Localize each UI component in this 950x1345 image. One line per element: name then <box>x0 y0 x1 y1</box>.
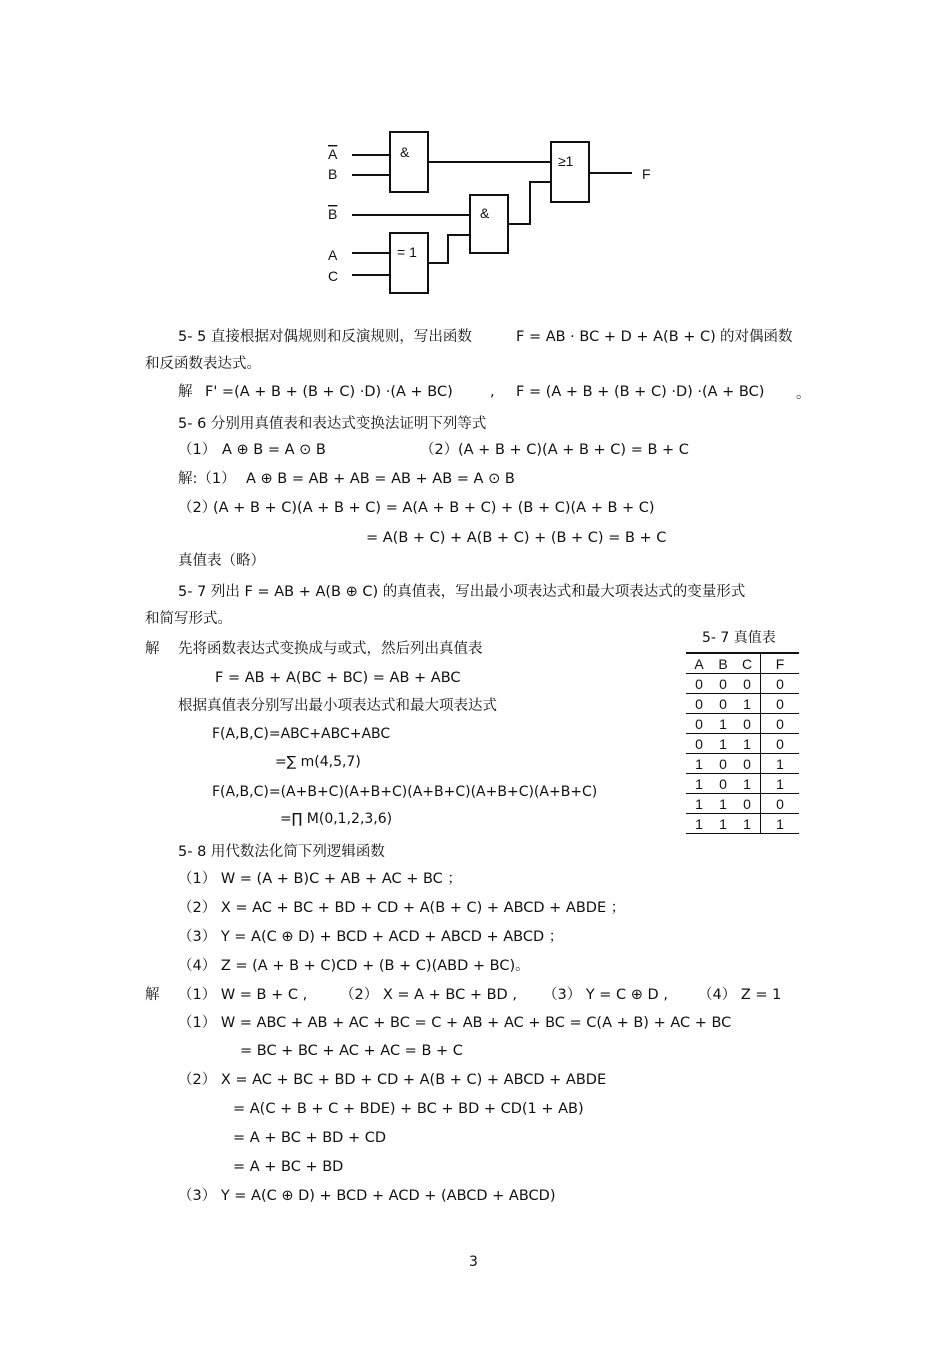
q58-w-derivation-line1: （1） W = ABC + AB + AC + BC = C + AB + AC + BC = C(A + B) + AC + BC <box>178 1015 732 1031</box>
cell: 1 <box>743 775 751 792</box>
cell: 1 <box>695 795 703 812</box>
input-label-b-bar: B <box>328 206 338 222</box>
cell: 1 <box>695 775 703 792</box>
table-row <box>686 794 799 814</box>
q58-x-derivation-line4: = A + BC + BD <box>233 1159 344 1175</box>
q57-title-line2: 和简写形式。 <box>145 611 232 627</box>
cell: 1 <box>743 815 751 832</box>
q57-maxterm-variable-form: F(A,B,C)=(A+B+C)(A+B+C)(A+B+C)(A+B+C)(A+B+C) <box>212 784 598 800</box>
cell: 0 <box>743 675 751 692</box>
q58-x-derivation-line1: （2） X = AC + BC + BD + CD + A(B + C) + ABCD + ABDE <box>178 1072 607 1088</box>
cell: 0 <box>695 735 703 752</box>
q55-formula: F = AB · BC + D + A(B + C) <box>516 329 716 345</box>
q55-dual-function: F' =(A + B + (B + C) ·D) ·(A + BC) <box>205 384 453 400</box>
or-gate-symbol: ≥1 <box>558 153 574 169</box>
header-a: A <box>686 653 712 674</box>
xnor-gate <box>390 233 428 293</box>
page-number: 3 <box>469 1254 478 1270</box>
q56-part2: (A + B + C)(A + B + C) = B + C <box>458 442 689 458</box>
q56-part1: A ⊕ B = A ⊙ B <box>222 442 326 458</box>
table-row <box>686 754 799 774</box>
truth-table-caption: 5- 7 真值表 <box>702 630 776 646</box>
q55-inverse-function: F = (A + B + (B + C) ·D) ·(A + BC) <box>516 384 765 400</box>
q58-answer1: （1） W = B + C , <box>178 987 308 1003</box>
cell: 0 <box>719 695 727 712</box>
and-gate-2 <box>470 195 508 253</box>
cell: 1 <box>719 735 727 752</box>
cell: 1 <box>743 735 751 752</box>
xnor-gate-symbol: = 1 <box>397 244 417 260</box>
q58-answer3: （3） Y = C ⊕ D , <box>543 987 668 1003</box>
q55-suffix: 的对偶函数 <box>720 329 793 345</box>
q56-solution2-label: （2） <box>178 500 217 516</box>
cell: 0 <box>761 734 800 754</box>
header-c: C <box>734 653 761 674</box>
cell: 0 <box>743 715 751 732</box>
cell: 0 <box>695 675 703 692</box>
input-label-b: B <box>328 166 338 182</box>
q57-step1: 先将函数表达式变换成与或式，然后列出真值表 <box>178 641 483 657</box>
q58-answer2: （2） X = A + BC + BD , <box>340 987 517 1003</box>
cell: 0 <box>719 755 727 772</box>
cell: 0 <box>761 694 800 714</box>
q55-end-mark: 。 <box>796 386 811 402</box>
header-f: F <box>761 653 800 674</box>
q55-line2: 和反函数表达式。 <box>145 356 261 372</box>
q57-equation1: F = AB + A(BC + BC) = AB + ABC <box>215 670 461 686</box>
q56-part2-label: （2） <box>420 442 459 458</box>
q58-item1: （1） W = (A + B)C + AB + AC + BC ； <box>178 871 462 887</box>
output-label-f: F <box>642 166 651 182</box>
wire-and2-to-or <box>508 182 551 224</box>
q58-item4: （4） Z = (A + B + C)CD + (B + C)(ABD + BC)。 <box>178 958 530 974</box>
cell: 0 <box>743 755 751 772</box>
q55-prefix: 5- 5 直接根据对偶规则和反演规则，写出函数 <box>178 329 472 345</box>
q56-truth-table-note: 真值表（略） <box>178 553 265 569</box>
cell: 1 <box>761 774 800 794</box>
q56-solution1: A ⊕ B = AB + AB = AB + AB = A ⊙ B <box>246 471 515 487</box>
table-row <box>686 774 799 794</box>
q58-item2: （2） X = AC + BC + BD + CD + A(B + C) + ABCD + ABDE ； <box>178 900 626 916</box>
q55-separator: , <box>490 384 495 400</box>
cell: 1 <box>761 754 800 774</box>
truth-table-header-row <box>686 653 799 674</box>
cell: 0 <box>695 695 703 712</box>
q57-maxterm-short-form: =∏ M(0,1,2,3,6) <box>280 811 393 827</box>
header-b: B <box>712 653 734 674</box>
and-gate-2-symbol: & <box>480 205 490 221</box>
cell: 0 <box>719 675 727 692</box>
cell: 1 <box>743 695 751 712</box>
q57-minterm-variable-form: F(A,B,C)=ABC+ABC+ABC <box>212 726 391 742</box>
cell: 1 <box>719 815 727 832</box>
q56-solution2-line2: = A(B + C) + A(B + C) + (B + C) = B + C <box>366 530 667 546</box>
q58-x-derivation-line2: = A(C + B + C + BDE) + BC + BD + CD(1 + AB) <box>233 1101 584 1117</box>
q58-w-derivation-line2: = BC + BC + AC + AC = B + C <box>240 1043 463 1059</box>
q56-title: 5- 6 分别用真值表和表达式变换法证明下列等式 <box>178 416 487 432</box>
cell: 0 <box>719 775 727 792</box>
cell: 0 <box>761 794 800 814</box>
q57-solution-label: 解 <box>145 641 160 657</box>
table-row <box>686 734 799 754</box>
cell: 1 <box>695 815 703 832</box>
cell: 1 <box>719 715 727 732</box>
q58-y-derivation-line1: （3） Y = A(C ⊕ D) + BCD + ACD + (ABCD + ABCD) <box>178 1188 556 1204</box>
wire-xnor-to-and2 <box>428 235 470 263</box>
or-gate <box>551 142 589 202</box>
q56-part1-label: （1） <box>178 442 217 458</box>
table-row <box>686 694 799 714</box>
q58-title: 5- 8 用代数法化简下列逻辑函数 <box>178 844 385 860</box>
q55-solution-label: 解 <box>178 384 193 400</box>
input-label-c: C <box>328 268 339 284</box>
q58-x-derivation-line3: = A + BC + BD + CD <box>233 1130 387 1146</box>
q56-solution2-line1: (A + B + C)(A + B + C) = A(A + B + C) + (B + C)(A + B + C) <box>213 500 655 516</box>
table-row <box>686 674 799 694</box>
q57-minterm-short-form: =∑ m(4,5,7) <box>275 754 361 770</box>
q58-answer-label: 解 <box>145 987 160 1003</box>
and-gate-1-symbol: & <box>400 144 410 160</box>
cell: 0 <box>695 715 703 732</box>
cell: 1 <box>695 755 703 772</box>
q58-answer4: （4） Z = 1 <box>698 987 782 1003</box>
table-row <box>686 814 799 834</box>
cell: 1 <box>761 814 800 834</box>
cell: 1 <box>719 795 727 812</box>
q58-item3: （3） Y = A(C ⊕ D) + BCD + ACD + ABCD + ABCD ； <box>178 929 564 945</box>
and-gate-1 <box>390 132 428 192</box>
table-row <box>686 714 799 734</box>
truth-table <box>686 652 799 834</box>
q57-title-line1: 5- 7 列出 F = AB + A(B ⊕ C) 的真值表，写出最小项表达式和最大项表达式的变量形式 <box>178 584 746 600</box>
cell: 0 <box>761 674 800 694</box>
logic-circuit-diagram <box>300 120 660 300</box>
input-label-a: A <box>328 247 338 263</box>
q56-solution1-label: 解:（1） <box>178 471 236 487</box>
input-label-a-bar: A <box>328 146 338 162</box>
q57-step2: 根据真值表分别写出最小项表达式和最大项表达式 <box>178 698 497 714</box>
cell: 0 <box>743 795 751 812</box>
cell: 0 <box>761 714 800 734</box>
